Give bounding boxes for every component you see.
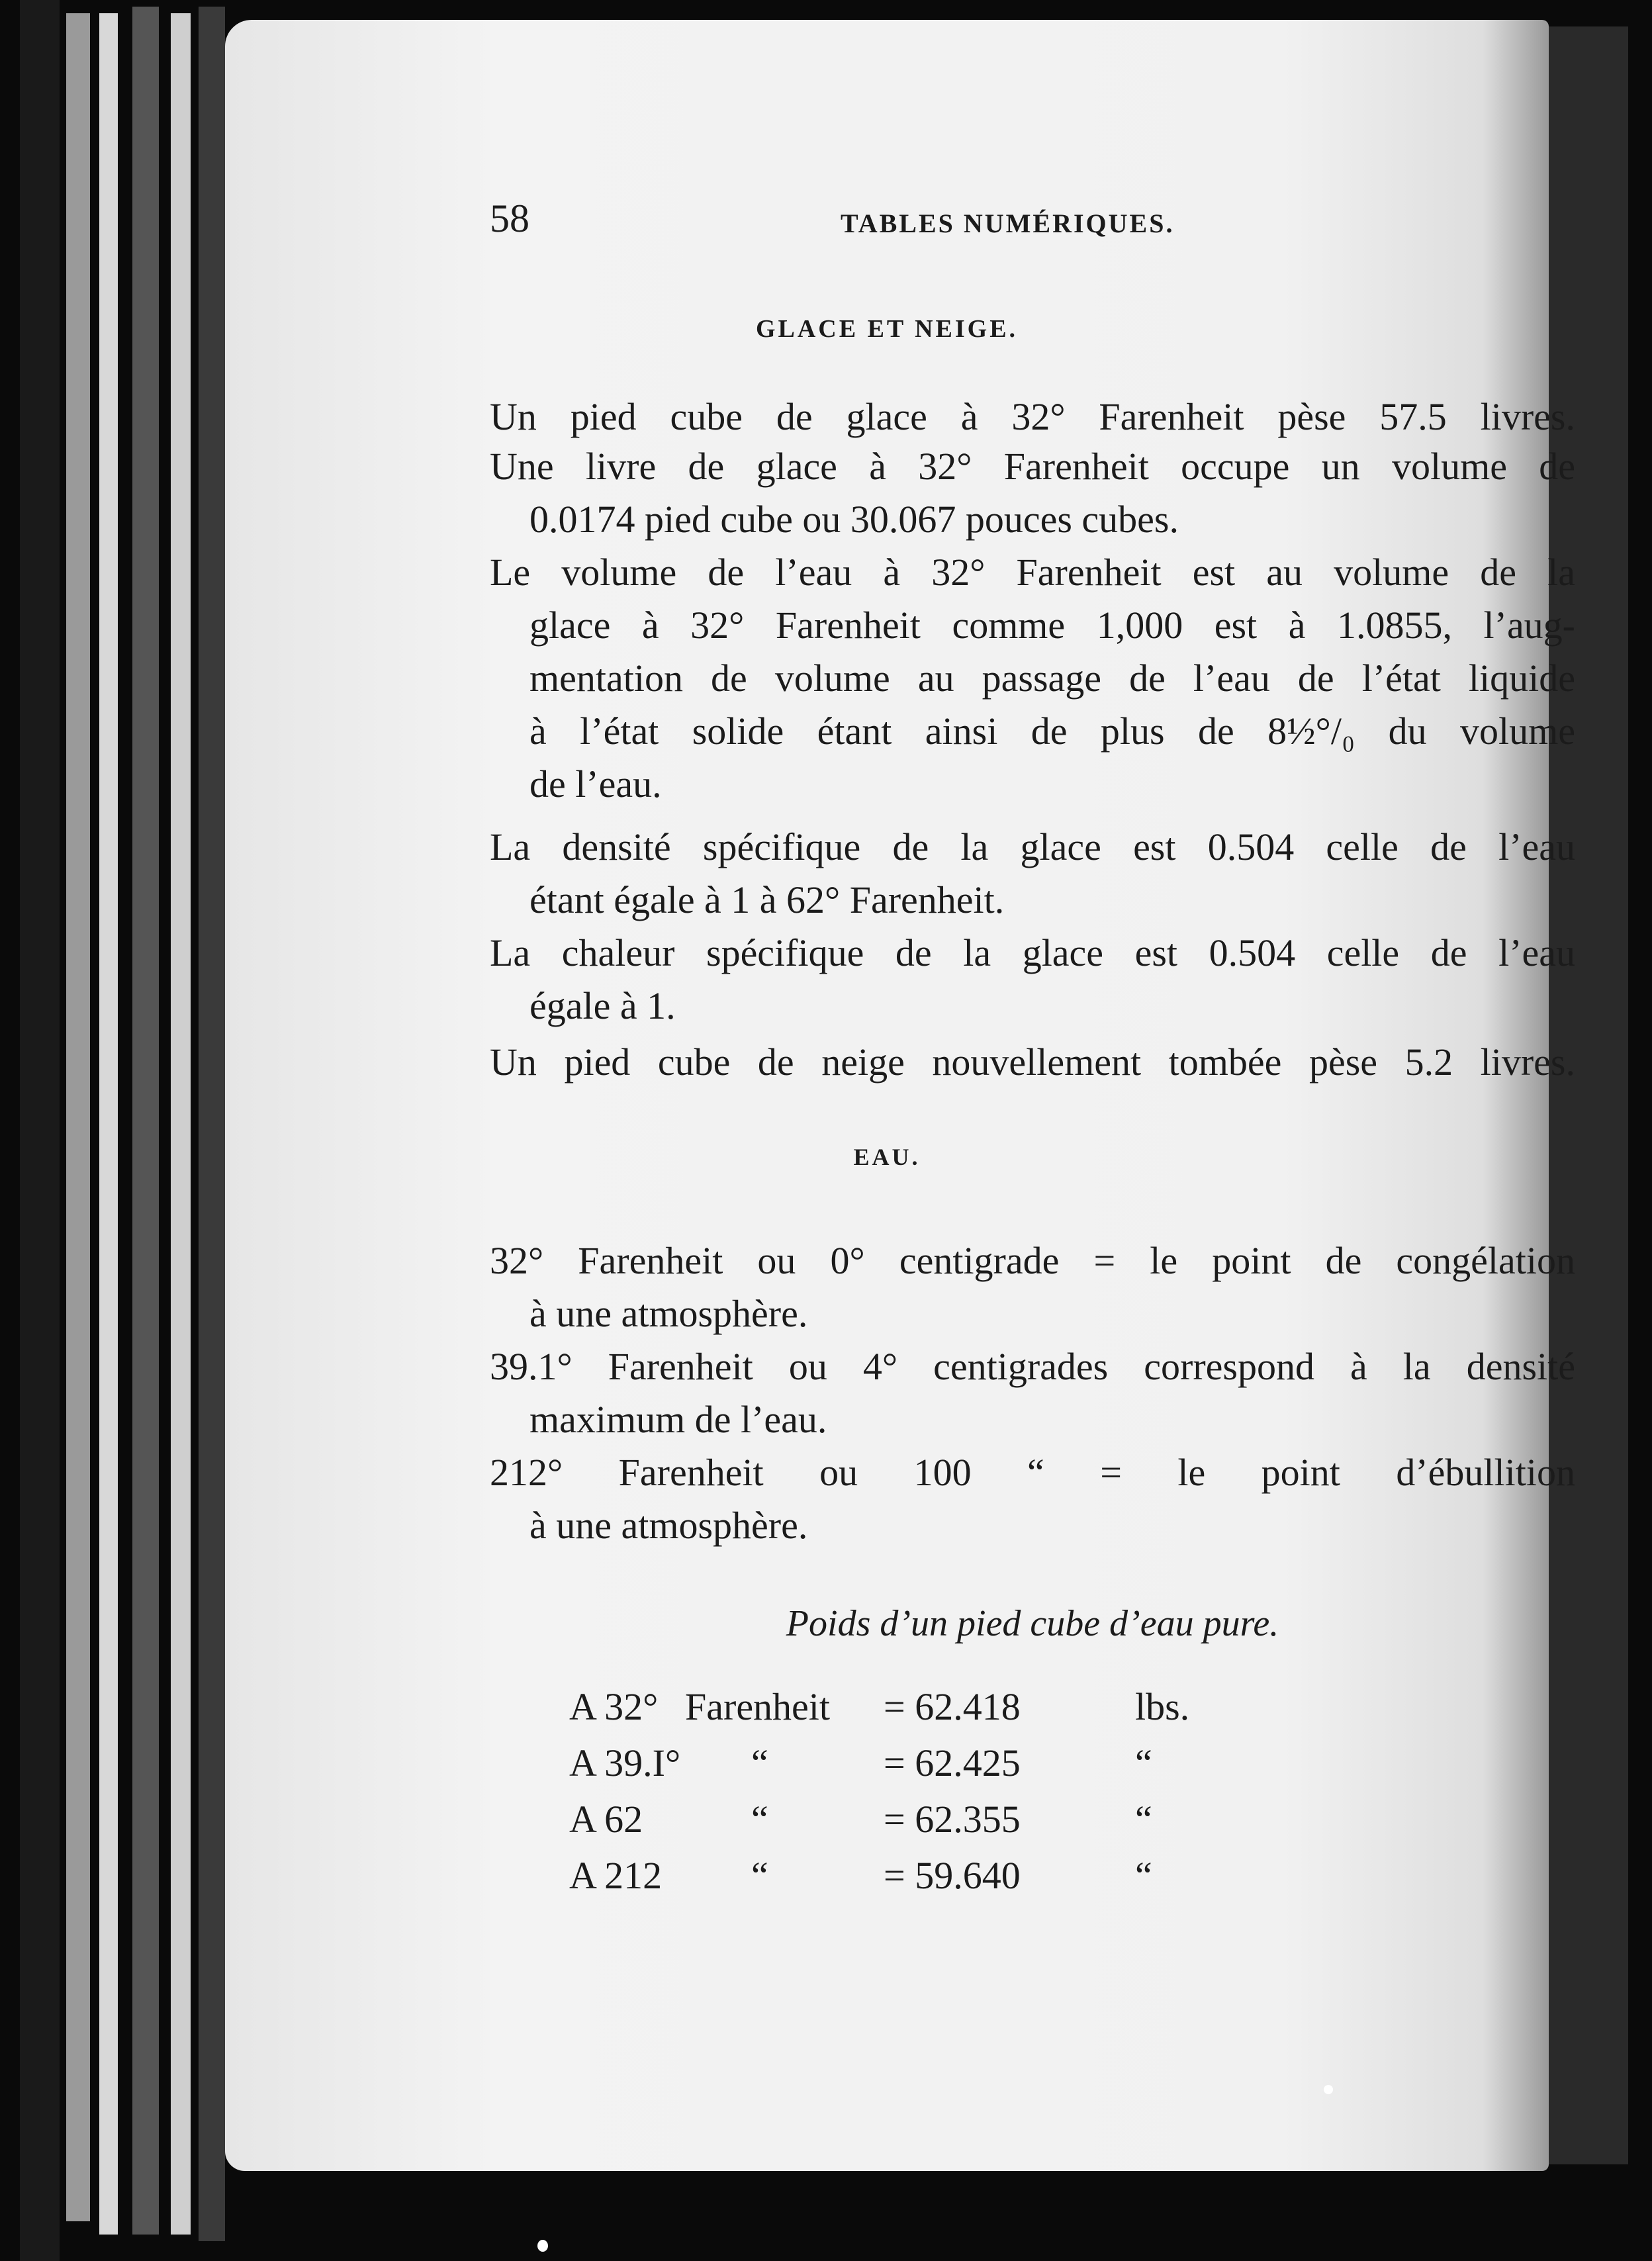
text-line: glace à 32° Farenheit comme 1,000 est à 1.0855, l’aug- xyxy=(529,604,1575,647)
page-edge xyxy=(66,13,90,2221)
text-line: La densité spécifique de la glace est 0.504 celle de l’eau xyxy=(490,825,1575,868)
dust-speck xyxy=(537,2240,548,2252)
text-line: 0.0174 pied cube ou 30.067 pouces cubes. xyxy=(529,498,1179,541)
temperature-cell: A 62 xyxy=(569,1798,643,1841)
temperature-cell: A 32° xyxy=(569,1685,659,1728)
page-edge xyxy=(132,7,159,2235)
page-edge xyxy=(199,7,225,2241)
table-row xyxy=(569,1741,1215,1800)
running-title: TABLES NUMÉRIQUES. xyxy=(841,208,1175,238)
water-weight-table xyxy=(569,1685,1215,1913)
paragraph xyxy=(490,391,1575,443)
paragraph xyxy=(490,546,1575,811)
value-cell: = 59.640 xyxy=(884,1854,1021,1897)
paragraph xyxy=(490,927,1575,1033)
unit-cell: “ xyxy=(751,1741,768,1784)
paragraph xyxy=(490,1234,1575,1340)
text-line: de l’eau. xyxy=(529,762,662,806)
table-row xyxy=(569,1685,1215,1744)
text-line: égale à 1. xyxy=(529,984,676,1027)
value-cell: = 62.355 xyxy=(884,1798,1021,1841)
text-line: Le volume de l’eau à 32° Farenheit est au volume de la xyxy=(490,551,1575,594)
unit-cell: Farenheit xyxy=(685,1685,831,1728)
text-line: à une atmosphère. xyxy=(529,1292,808,1335)
paragraph xyxy=(490,440,1575,546)
section-title-glace: GLACE ET NEIGE. xyxy=(755,315,1019,343)
value-cell: = 62.425 xyxy=(884,1741,1021,1784)
weight-unit-cell: “ xyxy=(1135,1854,1152,1897)
unit-cell: “ xyxy=(751,1798,768,1841)
weight-unit-cell: “ xyxy=(1135,1798,1152,1841)
text-line: 32° Farenheit ou 0° centigrade = le point de congélation xyxy=(490,1239,1575,1282)
page-gutter-shadow xyxy=(1549,26,1628,2164)
table-caption: Poids d’un pied cube d’eau pure. xyxy=(786,1603,1279,1644)
value-cell: = 62.418 xyxy=(884,1685,1021,1728)
paragraph xyxy=(490,1446,1575,1552)
weight-unit-cell: “ xyxy=(1135,1741,1152,1784)
table-row xyxy=(569,1800,1215,1857)
text-line: maximum de l’eau. xyxy=(529,1398,827,1441)
unit-cell: “ xyxy=(751,1854,768,1897)
text-line: à une atmosphère. xyxy=(529,1504,808,1547)
text-line: étant égale à 1 à 62° Farenheit. xyxy=(529,878,1005,921)
text-line: à l’état solide étant ainsi de plus de 8½°/₀ du volume xyxy=(529,710,1575,753)
text-line: Un pied cube de glace à 32° Farenheit pèse 57.5 livres. xyxy=(490,395,1575,438)
page-edge xyxy=(99,13,118,2235)
text-line: 212° Farenheit ou 100 “ = le point d’ébullition xyxy=(490,1451,1575,1494)
weight-unit-cell: lbs. xyxy=(1135,1685,1190,1728)
text-line: 39.1° Farenheit ou 4° centigrades correspond à la densité xyxy=(490,1345,1575,1388)
paragraph xyxy=(490,1340,1575,1446)
temperature-cell: A 212 xyxy=(569,1854,663,1897)
table-row xyxy=(569,1854,1215,1913)
section-title-eau: EAU. xyxy=(853,1144,921,1170)
paragraph xyxy=(490,1036,1575,1089)
text-line: La chaleur spécifique de la glace est 0.504 celle de l’eau xyxy=(490,931,1575,974)
text-line: mentation de volume au passage de l’eau de l’état liquide xyxy=(529,657,1575,700)
text-line: Un pied cube de neige nouvellement tombée pèse 5.2 livres. xyxy=(490,1040,1575,1084)
paragraph xyxy=(490,821,1575,927)
text-line: Une livre de glace à 32° Farenheit occupe un volume de xyxy=(490,445,1575,488)
page-number: 58 xyxy=(490,197,529,240)
dust-speck xyxy=(1324,2085,1333,2094)
page-edge xyxy=(171,13,191,2235)
book-edge-shadow xyxy=(20,0,60,2261)
temperature-cell: A 39.I° xyxy=(569,1741,681,1784)
